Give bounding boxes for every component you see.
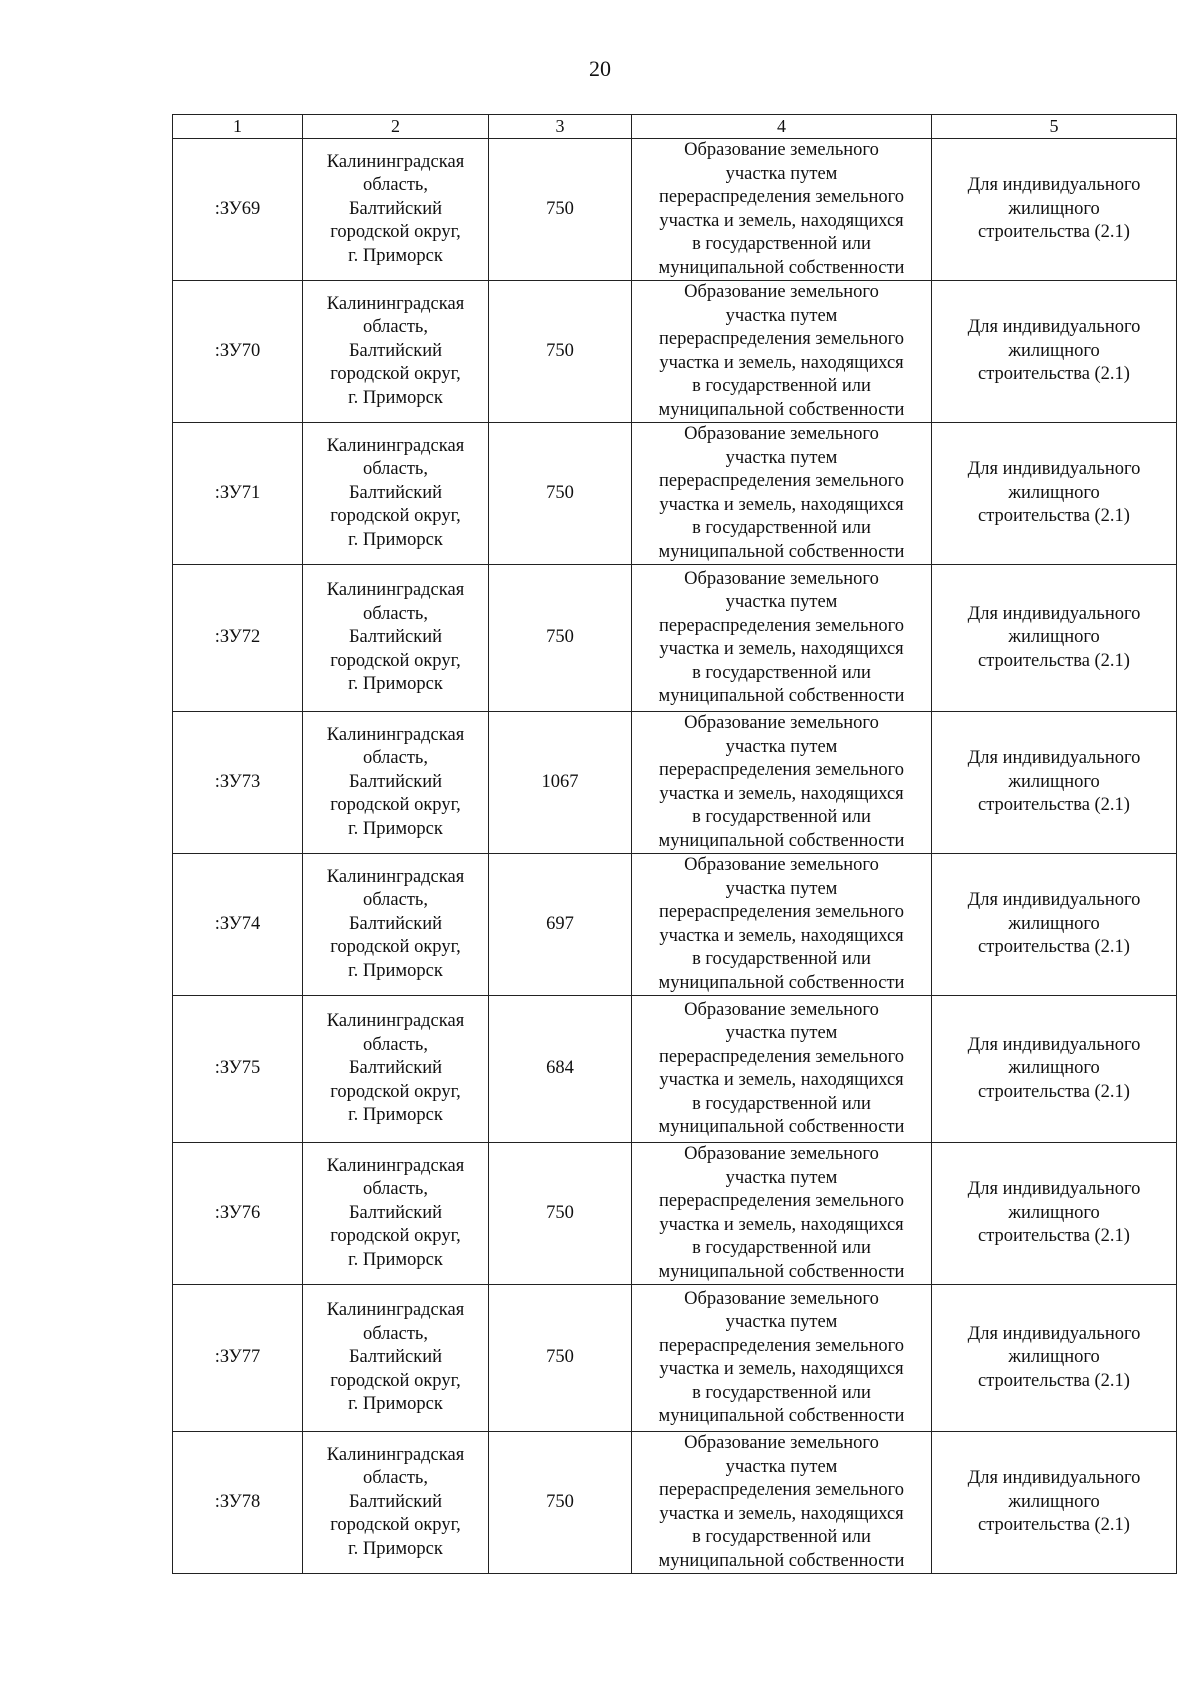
formation-method-line: Образование земельного [684, 1288, 879, 1309]
location-cell [303, 996, 489, 1143]
location-cell [303, 423, 489, 565]
location-line: Калининградская [326, 435, 465, 456]
permitted-use-line: Для индивидуального [967, 459, 1141, 480]
location-line: городской округ, [330, 1515, 461, 1536]
formation-method-line: перераспределения земельного [659, 471, 904, 491]
permitted-use-line: Для индивидуального [967, 1323, 1141, 1344]
location-line: городской округ, [330, 650, 461, 671]
permitted-use-line: жилищного [1008, 771, 1100, 792]
location-line: Балтийский [348, 198, 443, 219]
permitted-use-cell [932, 1285, 1177, 1432]
location-line: область, [362, 175, 428, 196]
permitted-use-line: жилищного [1008, 482, 1100, 503]
location-cell [303, 1285, 489, 1432]
formation-method-line: участка путем [725, 163, 838, 184]
formation-method-line: перераспределения земельного [659, 615, 904, 636]
location-line: Балтийский [348, 1491, 443, 1512]
formation-method-line: участка и земель, находящихся [659, 352, 904, 373]
formation-method-line: участка путем [725, 878, 838, 899]
column-numbers-row [173, 115, 1177, 139]
formation-method-line: перераспределения земельного [659, 1191, 904, 1211]
location-line: Калининградская [326, 293, 465, 314]
area-cell: 1067 [489, 712, 632, 854]
location-line: Калининградская [326, 866, 465, 887]
location-line: городской округ, [330, 937, 461, 958]
plot-designation-cell: :ЗУ70 [173, 281, 303, 423]
plot-designation-cell: :ЗУ69 [173, 139, 303, 281]
formation-method-line: участка путем [725, 1456, 838, 1477]
formation-method-cell [632, 281, 932, 423]
formation-method-line: участка и земель, находящихся [659, 783, 904, 804]
location-line: область, [362, 1034, 428, 1055]
location-cell [303, 1143, 489, 1285]
table-body [173, 139, 1177, 1574]
plot-designation-cell: :ЗУ77 [173, 1285, 303, 1432]
formation-method-line: участка и земель, находящихся [659, 1070, 904, 1090]
location-line: область, [362, 1179, 428, 1200]
location-line: Калининградская [326, 1300, 465, 1321]
permitted-use-line: строительства (2.1) [978, 506, 1130, 527]
formation-method-line: муниципальной собственности [658, 972, 905, 993]
formation-method-line: перераспределения земельного [659, 187, 904, 207]
permitted-use-line: Для индивидуального [967, 1468, 1141, 1489]
location-line: Калининградская [326, 724, 465, 745]
formation-method-line: Образование земельного [684, 1144, 879, 1164]
location-line: Калининградская [326, 1011, 465, 1032]
formation-method-line: муниципальной собственности [658, 1550, 905, 1571]
location-line: Калининградская [326, 580, 465, 601]
table-row [173, 281, 1177, 423]
permitted-use-cell [932, 712, 1177, 854]
location-line: г. Приморск [348, 245, 443, 266]
formation-method-line: участка путем [725, 1312, 838, 1332]
location-line: область, [362, 1468, 428, 1489]
formation-method-line: муниципальной собственности [658, 1261, 905, 1282]
formation-method-cell [632, 1432, 932, 1574]
formation-method-line: перераспределения земельного [659, 1335, 904, 1356]
location-line: Балтийский [348, 1058, 443, 1079]
location-line: Балтийский [348, 1347, 443, 1368]
location-line: городской округ, [330, 506, 461, 527]
column-header: 2 [303, 115, 489, 139]
formation-method-cell [632, 1143, 932, 1285]
formation-method-line: перераспределения земельного [659, 1046, 904, 1067]
formation-method-line: в государственной или [692, 234, 871, 254]
formation-method-line: муниципальной собственности [658, 1117, 905, 1137]
area-cell: 750 [489, 423, 632, 565]
formation-method-line: Образование земельного [684, 424, 879, 444]
permitted-use-line: жилищного [1008, 340, 1100, 361]
formation-method-line: участка и земель, находящихся [659, 494, 904, 515]
formation-method-line: в государственной или [692, 1238, 871, 1258]
formation-method-line: в государственной или [692, 949, 871, 969]
location-line: городской округ, [330, 1081, 461, 1102]
formation-method-line: муниципальной собственности [658, 399, 905, 420]
formation-method-line: Образование земельного [684, 568, 879, 589]
location-line: г. Приморск [348, 674, 443, 695]
formation-method-cell [632, 423, 932, 565]
formation-method-line: Образование земельного [684, 282, 879, 302]
permitted-use-cell [932, 565, 1177, 712]
formation-method-line: участка путем [725, 592, 838, 612]
permitted-use-line: Для индивидуального [967, 603, 1141, 624]
location-line: г. Приморск [348, 1394, 443, 1415]
location-line: г. Приморск [348, 1538, 443, 1559]
formation-method-line: участка и земель, находящихся [659, 1214, 904, 1235]
location-line: область, [362, 317, 428, 338]
plot-designation-cell: :ЗУ72 [173, 565, 303, 712]
permitted-use-line: строительства (2.1) [978, 222, 1130, 243]
location-line: Балтийский [348, 482, 443, 503]
formation-method-cell [632, 854, 932, 996]
column-header: 3 [489, 115, 632, 139]
formation-method-line: муниципальной собственности [658, 830, 905, 851]
permitted-use-cell [932, 281, 1177, 423]
column-header: 4 [632, 115, 932, 139]
formation-method-line: в государственной или [692, 662, 871, 683]
formation-method-line: муниципальной собственности [658, 541, 905, 562]
column-header: 5 [932, 115, 1177, 139]
location-line: область, [362, 748, 428, 769]
formation-method-line: муниципальной собственности [658, 257, 905, 278]
formation-method-line: перераспределения земельного [659, 1480, 904, 1500]
permitted-use-line: Для индивидуального [967, 317, 1141, 338]
permitted-use-cell [932, 139, 1177, 281]
location-line: Балтийский [348, 340, 443, 361]
formation-method-cell [632, 996, 932, 1143]
plot-designation-cell: :ЗУ71 [173, 423, 303, 565]
location-line: г. Приморск [348, 529, 443, 550]
formation-method-line: в государственной или [692, 1382, 871, 1403]
location-line: область, [362, 1323, 428, 1344]
area-cell: 750 [489, 281, 632, 423]
location-line: г. Приморск [348, 1249, 443, 1270]
plot-designation-cell: :ЗУ75 [173, 996, 303, 1143]
permitted-use-line: Для индивидуального [967, 748, 1141, 769]
permitted-use-line: жилищного [1008, 627, 1100, 648]
formation-method-line: перераспределения земельного [659, 329, 904, 349]
area-cell: 750 [489, 1285, 632, 1432]
permitted-use-cell [932, 996, 1177, 1143]
location-line: городской округ, [330, 1226, 461, 1247]
table-row [173, 1285, 1177, 1432]
location-cell [303, 139, 489, 281]
permitted-use-line: строительства (2.1) [978, 1370, 1130, 1391]
formation-method-cell [632, 565, 932, 712]
formation-method-line: участка и земель, находящихся [659, 1503, 904, 1524]
permitted-use-cell [932, 1432, 1177, 1574]
formation-method-line: перераспределения земельного [659, 760, 904, 780]
table-row [173, 565, 1177, 712]
permitted-use-cell [932, 854, 1177, 996]
location-line: область, [362, 603, 428, 624]
location-line: городской округ, [330, 1370, 461, 1391]
area-cell: 750 [489, 1143, 632, 1285]
permitted-use-line: строительства (2.1) [978, 1081, 1130, 1102]
formation-method-line: муниципальной собственности [658, 686, 905, 706]
permitted-use-line: жилищного [1008, 1202, 1100, 1223]
location-cell [303, 281, 489, 423]
formation-method-line: участка путем [725, 447, 838, 468]
formation-method-line: участка путем [725, 305, 838, 326]
location-cell [303, 1432, 489, 1574]
location-line: Балтийский [348, 1202, 443, 1223]
permitted-use-line: Для индивидуального [967, 890, 1141, 911]
location-line: область, [362, 890, 428, 911]
location-line: городской округ, [330, 364, 461, 385]
location-cell [303, 854, 489, 996]
location-line: г. Приморск [348, 960, 443, 981]
formation-method-line: в государственной или [692, 807, 871, 827]
formation-method-line: участка и земель, находящихся [659, 925, 904, 946]
formation-method-cell [632, 139, 932, 281]
location-cell [303, 712, 489, 854]
formation-method-line: Образование земельного [684, 999, 879, 1020]
area-cell: 750 [489, 139, 632, 281]
formation-method-cell [632, 712, 932, 854]
table-row [173, 139, 1177, 281]
land-plots-table [172, 114, 1177, 1574]
location-line: Калининградская [326, 151, 465, 172]
permitted-use-line: жилищного [1008, 1491, 1100, 1512]
area-cell: 684 [489, 996, 632, 1143]
permitted-use-line: жилищного [1008, 1058, 1100, 1079]
formation-method-line: Образование земельного [684, 855, 879, 875]
plot-designation-cell: :ЗУ73 [173, 712, 303, 854]
permitted-use-line: строительства (2.1) [978, 650, 1130, 671]
permitted-use-line: строительства (2.1) [978, 1226, 1130, 1247]
table-header [173, 115, 1177, 139]
area-cell: 697 [489, 854, 632, 996]
permitted-use-line: строительства (2.1) [978, 364, 1130, 385]
permitted-use-line: строительства (2.1) [978, 937, 1130, 958]
page-number: 20 [589, 56, 611, 81]
formation-method-line: Образование земельного [684, 140, 879, 160]
permitted-use-cell [932, 1143, 1177, 1285]
table-row [173, 996, 1177, 1143]
location-line: городской округ, [330, 795, 461, 816]
formation-method-line: перераспределения земельного [659, 902, 904, 922]
permitted-use-line: строительства (2.1) [978, 795, 1130, 816]
plot-designation-cell: :ЗУ78 [173, 1432, 303, 1574]
location-line: Балтийский [348, 627, 443, 648]
formation-method-line: Образование земельного [684, 713, 879, 733]
plot-designation-cell: :ЗУ76 [173, 1143, 303, 1285]
location-line: область, [362, 459, 428, 480]
area-cell: 750 [489, 565, 632, 712]
area-cell: 750 [489, 1432, 632, 1574]
permitted-use-line: строительства (2.1) [978, 1515, 1130, 1536]
formation-method-line: участка путем [725, 1023, 838, 1043]
formation-method-line: участка и земель, находящихся [659, 639, 904, 659]
plot-designation-cell: :ЗУ74 [173, 854, 303, 996]
formation-method-line: Образование земельного [684, 1433, 879, 1453]
formation-method-line: в государственной или [692, 1527, 871, 1547]
formation-method-line: участка путем [725, 736, 838, 757]
location-line: городской округ, [330, 222, 461, 243]
formation-method-line: участка и земель, находящихся [659, 1359, 904, 1379]
location-line: Балтийский [348, 771, 443, 792]
permitted-use-line: Для индивидуального [967, 1034, 1141, 1055]
formation-method-line: муниципальной собственности [658, 1406, 905, 1426]
location-line: г. Приморск [348, 818, 443, 839]
location-line: Калининградская [326, 1444, 465, 1465]
table-row [173, 1143, 1177, 1285]
location-line: г. Приморск [348, 387, 443, 408]
table-row [173, 1432, 1177, 1574]
formation-method-line: участка и земель, находящихся [659, 210, 904, 231]
permitted-use-line: жилищного [1008, 198, 1100, 219]
table-row [173, 712, 1177, 854]
formation-method-line: в государственной или [692, 518, 871, 538]
permitted-use-line: жилищного [1008, 913, 1100, 934]
location-line: Калининградская [326, 1155, 465, 1176]
formation-method-line: в государственной или [692, 1093, 871, 1114]
formation-method-line: в государственной или [692, 376, 871, 396]
permitted-use-line: жилищного [1008, 1347, 1100, 1368]
table-row [173, 854, 1177, 996]
location-cell [303, 565, 489, 712]
permitted-use-line: Для индивидуального [967, 1179, 1141, 1200]
table-row [173, 423, 1177, 565]
permitted-use-cell [932, 423, 1177, 565]
formation-method-line: участка путем [725, 1167, 838, 1188]
column-header: 1 [173, 115, 303, 139]
permitted-use-line: Для индивидуального [967, 175, 1141, 196]
location-line: г. Приморск [348, 1105, 443, 1126]
formation-method-cell [632, 1285, 932, 1432]
location-line: Балтийский [348, 913, 443, 934]
